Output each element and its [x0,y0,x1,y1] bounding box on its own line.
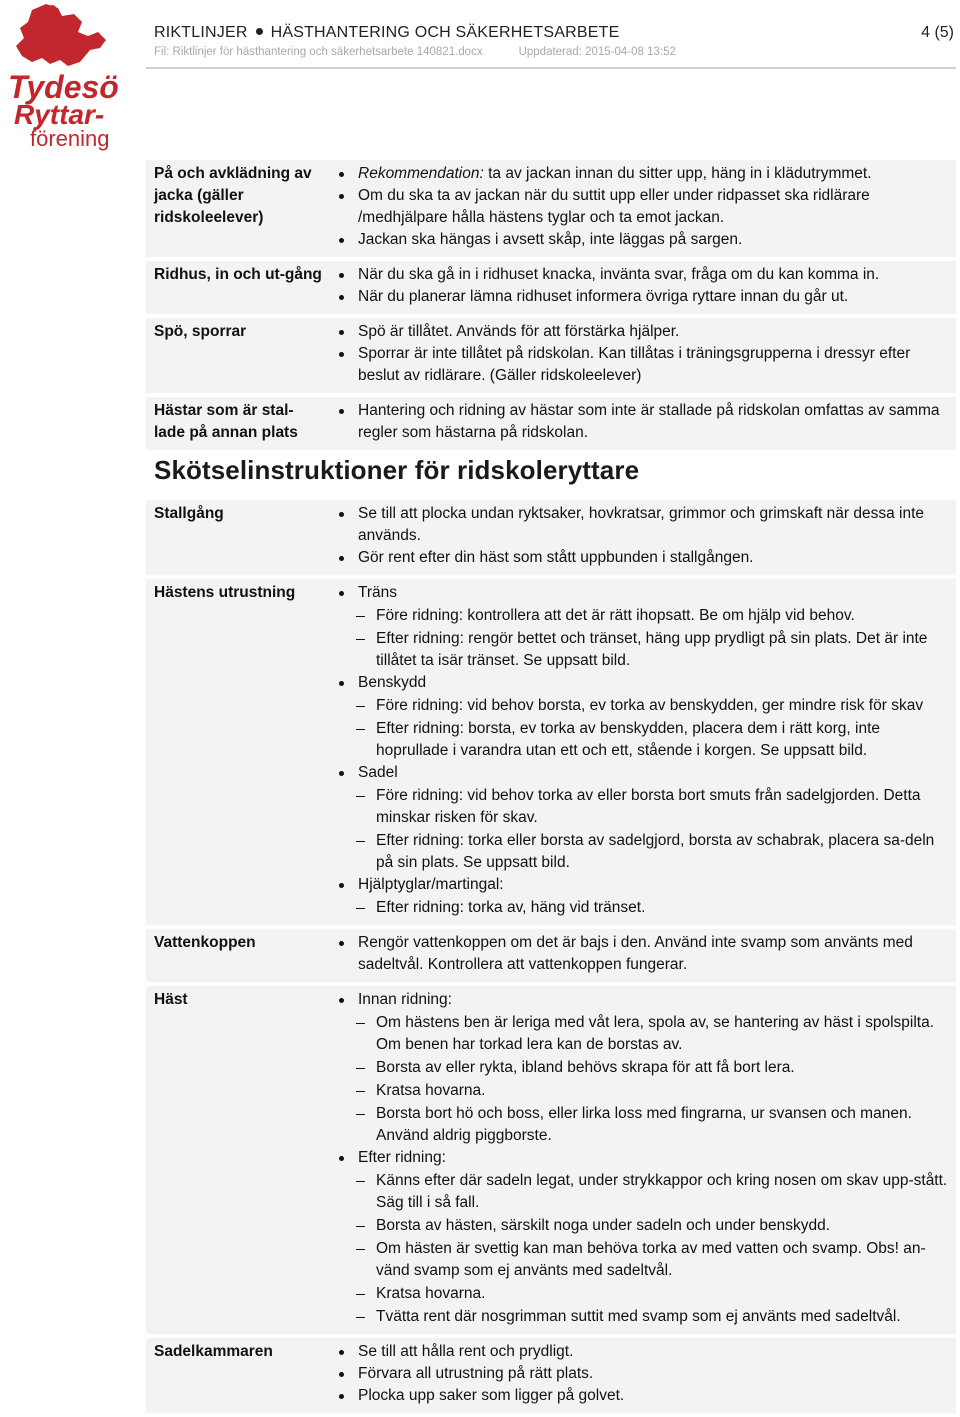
logo-line2: Ryttar- [14,99,105,130]
table-row [146,397,956,450]
sub-item-text: Före ridning: vid behov borsta, ev torka av benskydden, ger mindre risk för skav [376,697,924,714]
list-item [330,672,948,694]
list-item [330,163,948,185]
item-text: Benskydd [358,674,427,691]
sub-item-text: Efter ridning: torka eller borsta av sadelgjord, borsta av schabrak, placera sa-deln på sin plats. Se uppsatt bild. [376,832,935,871]
sub-item [330,1103,948,1147]
bullet-icon [339,591,344,596]
row-body [330,986,956,1334]
row-label: Stallgång [154,505,224,522]
bullet-icon [339,352,344,357]
page-number: 4 (5) [921,24,954,41]
bullet-icon [339,681,344,686]
list-item [330,343,948,387]
item-text: När du ska gå in i ridhuset knacka, invänta svar, fråga om du kan komma in. [358,266,880,283]
item-text: Efter ridning: [358,1149,446,1166]
list-item [330,874,948,896]
bullet-icon [339,771,344,776]
sub-item-text: Borsta bort hö och boss, eller lirka loss med fingrarna, ur svansen och manen. Använd aldrig piggborste. [376,1105,912,1144]
sub-item [330,1238,948,1282]
dash-icon [356,796,365,797]
list-item [330,989,948,1011]
sub-item-text: Före ridning: kontrollera att det är rätt ihopsatt. Be om hjälp vid behov. [376,607,855,624]
table-row [146,318,956,393]
dash-icon [356,1226,365,1227]
sub-item [330,695,948,717]
list-item [330,1341,948,1363]
dash-icon [356,1317,365,1318]
list-item [330,229,948,251]
item-text: Sadel [358,764,398,781]
row-body [330,261,956,314]
item-text: Hjälptyglar/martingal: [358,876,504,893]
bullet-icon [339,883,344,888]
bullet-icon [339,1156,344,1161]
sub-item-text: Kratsa hovarna. [376,1285,486,1302]
sub-item-text: Om hästen är svettig kan man behöva torka av med vatten och svamp. Obs! an-vänd svamp som ej använts med sadeltvål. [376,1240,926,1279]
logo-line1: Tydesö [8,69,119,105]
sub-item [330,830,948,874]
sub-item [330,1283,948,1305]
row-label: På och avklädning av jacka (gäller ridskoleelever) [154,165,312,226]
list-item [330,582,948,604]
sub-item-text: Tvätta rent där nosgrimman suttit med svamp som ej använts med sadeltvål. [376,1308,901,1325]
item-text: ta av jackan innan du sitter upp, häng in i klädutrymmet. [483,165,872,182]
dash-icon [356,1091,365,1092]
row-body [330,318,956,393]
list-item [330,264,948,286]
sub-item-text: Kratsa hovarna. [376,1082,486,1099]
sub-item [330,1215,948,1237]
bullet-icon [339,238,344,243]
list-item [330,286,948,308]
dash-icon [356,1023,365,1024]
table-row [146,1338,956,1413]
sub-item-text: Efter ridning: torka av, häng vid tränset. [376,899,646,916]
row-body [330,1338,956,1413]
row-label: Hästens utrustning [154,584,296,601]
sub-item-text: Efter ridning: borsta, ev torka av benskydden, placera dem i rätt korg, inte hoprullade i varandra utan ett och ett, stående i korgen. Se uppsatt bild. [376,720,881,759]
list-item [330,1363,948,1385]
list-item [330,185,948,229]
dash-icon [356,729,365,730]
sub-item [330,605,948,627]
table-row [146,579,956,925]
list-item [330,547,948,569]
sub-item [330,1012,948,1056]
bullet-icon [339,512,344,517]
file-name: Fil: Riktlinjer för hästhantering och säkerhetsarbete 140821.docx [154,46,483,58]
bullet-icon [339,941,344,946]
dash-icon [356,706,365,707]
row-label: Hästar som är stal-lade på annan plats [154,402,298,441]
item-text: Förvara all utrustning på rätt plats. [358,1365,594,1382]
row-label: Häst [154,991,188,1008]
table-row [146,986,956,1334]
header-meta [154,46,956,58]
item-text: Sporrar är inte tillåtet på ridskolan. Kan tillåtas i träningsgrupperna i dressyr efter beslut av ridlärare. (Gäller ridskoleelever) [358,345,911,384]
bullet-icon [339,172,344,177]
item-text: Gör rent efter din häst som stått uppbunden i stallgången. [358,549,754,566]
header-title-right: HÄSTHANTERING OCH SÄKERHETSARBETE [270,24,620,41]
bullet-icon [339,1372,344,1377]
row-label: Sadelkammaren [154,1343,273,1360]
dash-icon [356,616,365,617]
bullet-icon [339,295,344,300]
row-body [330,579,956,925]
row-label: Vattenkoppen [154,934,256,951]
sub-item [330,718,948,762]
sub-item-text: Före ridning: vid behov torka av eller borsta bort smuts från sadelgjorden. Detta minskar risken för skav. [376,787,921,826]
bullet-icon [339,1394,344,1399]
bullet-icon [339,194,344,199]
header-title-left: RIKTLINJER [154,24,248,41]
item-text: Spö är tillåtet. Används för att förstärka hjälper. [358,323,680,340]
table-row [146,500,956,575]
row-label: Ridhus, in och ut-gång [154,266,322,283]
sub-item [330,897,948,919]
dash-icon [356,1181,365,1182]
logo-line3: förening [30,126,110,151]
item-text: Se till att hålla rent och prydligt. [358,1343,574,1360]
item-text: Om du ska ta av jackan när du suttit upp eller under ridpasset ska ridlärare /medhjälpare hålla hästens tyglar och ta emot jackan. [358,187,870,226]
sub-item-text: Efter ridning: rengör bettet och tränset, häng upp prydligt på sin plats. Det är inte tillåtet ta isär tränset. Se uppsatt bild. [376,630,928,669]
table-row [146,929,956,982]
sub-item [330,1080,948,1102]
sub-item [330,628,948,672]
item-text: Träns [358,584,398,601]
list-item [330,762,948,784]
list-item [330,400,948,444]
item-text: När du planerar lämna ridhuset informera övriga ryttare innan du går ut. [358,288,849,305]
item-text: Plocka upp saker som ligger på golvet. [358,1387,625,1404]
header-title [154,24,956,42]
list-item [330,932,948,976]
sub-item [330,1057,948,1079]
sub-item-text: Borsta av hästen, särskilt noga under sadeln och under benskydd. [376,1217,831,1234]
list-item [330,1147,948,1169]
bullet-icon [339,556,344,561]
dash-icon [356,1068,365,1069]
sub-item [330,1170,948,1214]
item-text: Rengör vattenkoppen om det är bajs i den. Använd inte svamp som använts med sadeltvål. Kontrollera att vattenkoppen fungerar. [358,934,913,973]
dash-icon [356,908,365,909]
emphasis-text: Rekommendation: [358,165,484,182]
list-item [330,321,948,343]
list-item [330,1385,948,1407]
rules-table [146,160,956,454]
bullet-icon [339,330,344,335]
sub-item [330,785,948,829]
bullet-icon [339,998,344,1003]
dash-icon [356,639,365,640]
horse-rider-icon [16,4,106,66]
club-logo [2,2,124,152]
header-divider [146,67,956,69]
row-body [330,929,956,982]
sub-item [330,1306,948,1328]
updated-date: Uppdaterad: 2015-04-08 13:52 [518,46,676,58]
bullet-icon [339,273,344,278]
bullet-icon [339,1350,344,1355]
dash-icon [356,1249,365,1250]
row-label: Spö, sporrar [154,323,247,340]
dash-icon [356,841,365,842]
sub-item-text: Känns efter där sadeln legat, under strykkappor och kring nosen om skav upp-stått. Säg till i så fall. [376,1172,948,1211]
row-body [330,500,956,575]
item-text: Innan ridning: [358,991,452,1008]
table-row [146,160,956,257]
item-text: Jackan ska hängas i avsett skåp, inte läggas på sargen. [358,231,743,248]
page-header [154,24,956,58]
row-body [330,160,956,257]
list-item [330,503,948,547]
row-body [330,397,956,450]
care-instructions-table [146,500,956,1417]
bullet-separator-icon [256,28,263,35]
dash-icon [356,1114,365,1115]
table-row [146,261,956,314]
dash-icon [356,1294,365,1295]
section-title: Skötselinstruktioner för ridskoleryttare [154,455,640,485]
bullet-icon [339,409,344,414]
sub-item-text: Om hästens ben är leriga med våt lera, spola av, se hantering av häst i spolspilta. Om benen har torkad lera kan de borstas av. [376,1014,935,1053]
sub-item-text: Borsta av eller rykta, ibland behövs skrapa för att få bort lera. [376,1059,795,1076]
item-text: Se till att plocka undan ryktsaker, hovkratsar, grimmor och grimskaft när dessa inte används. [358,505,924,544]
item-text: Hantering och ridning av hästar som inte är stallade på ridskolan omfattas av samma regler som hästarna på ridskolan. [358,402,940,441]
